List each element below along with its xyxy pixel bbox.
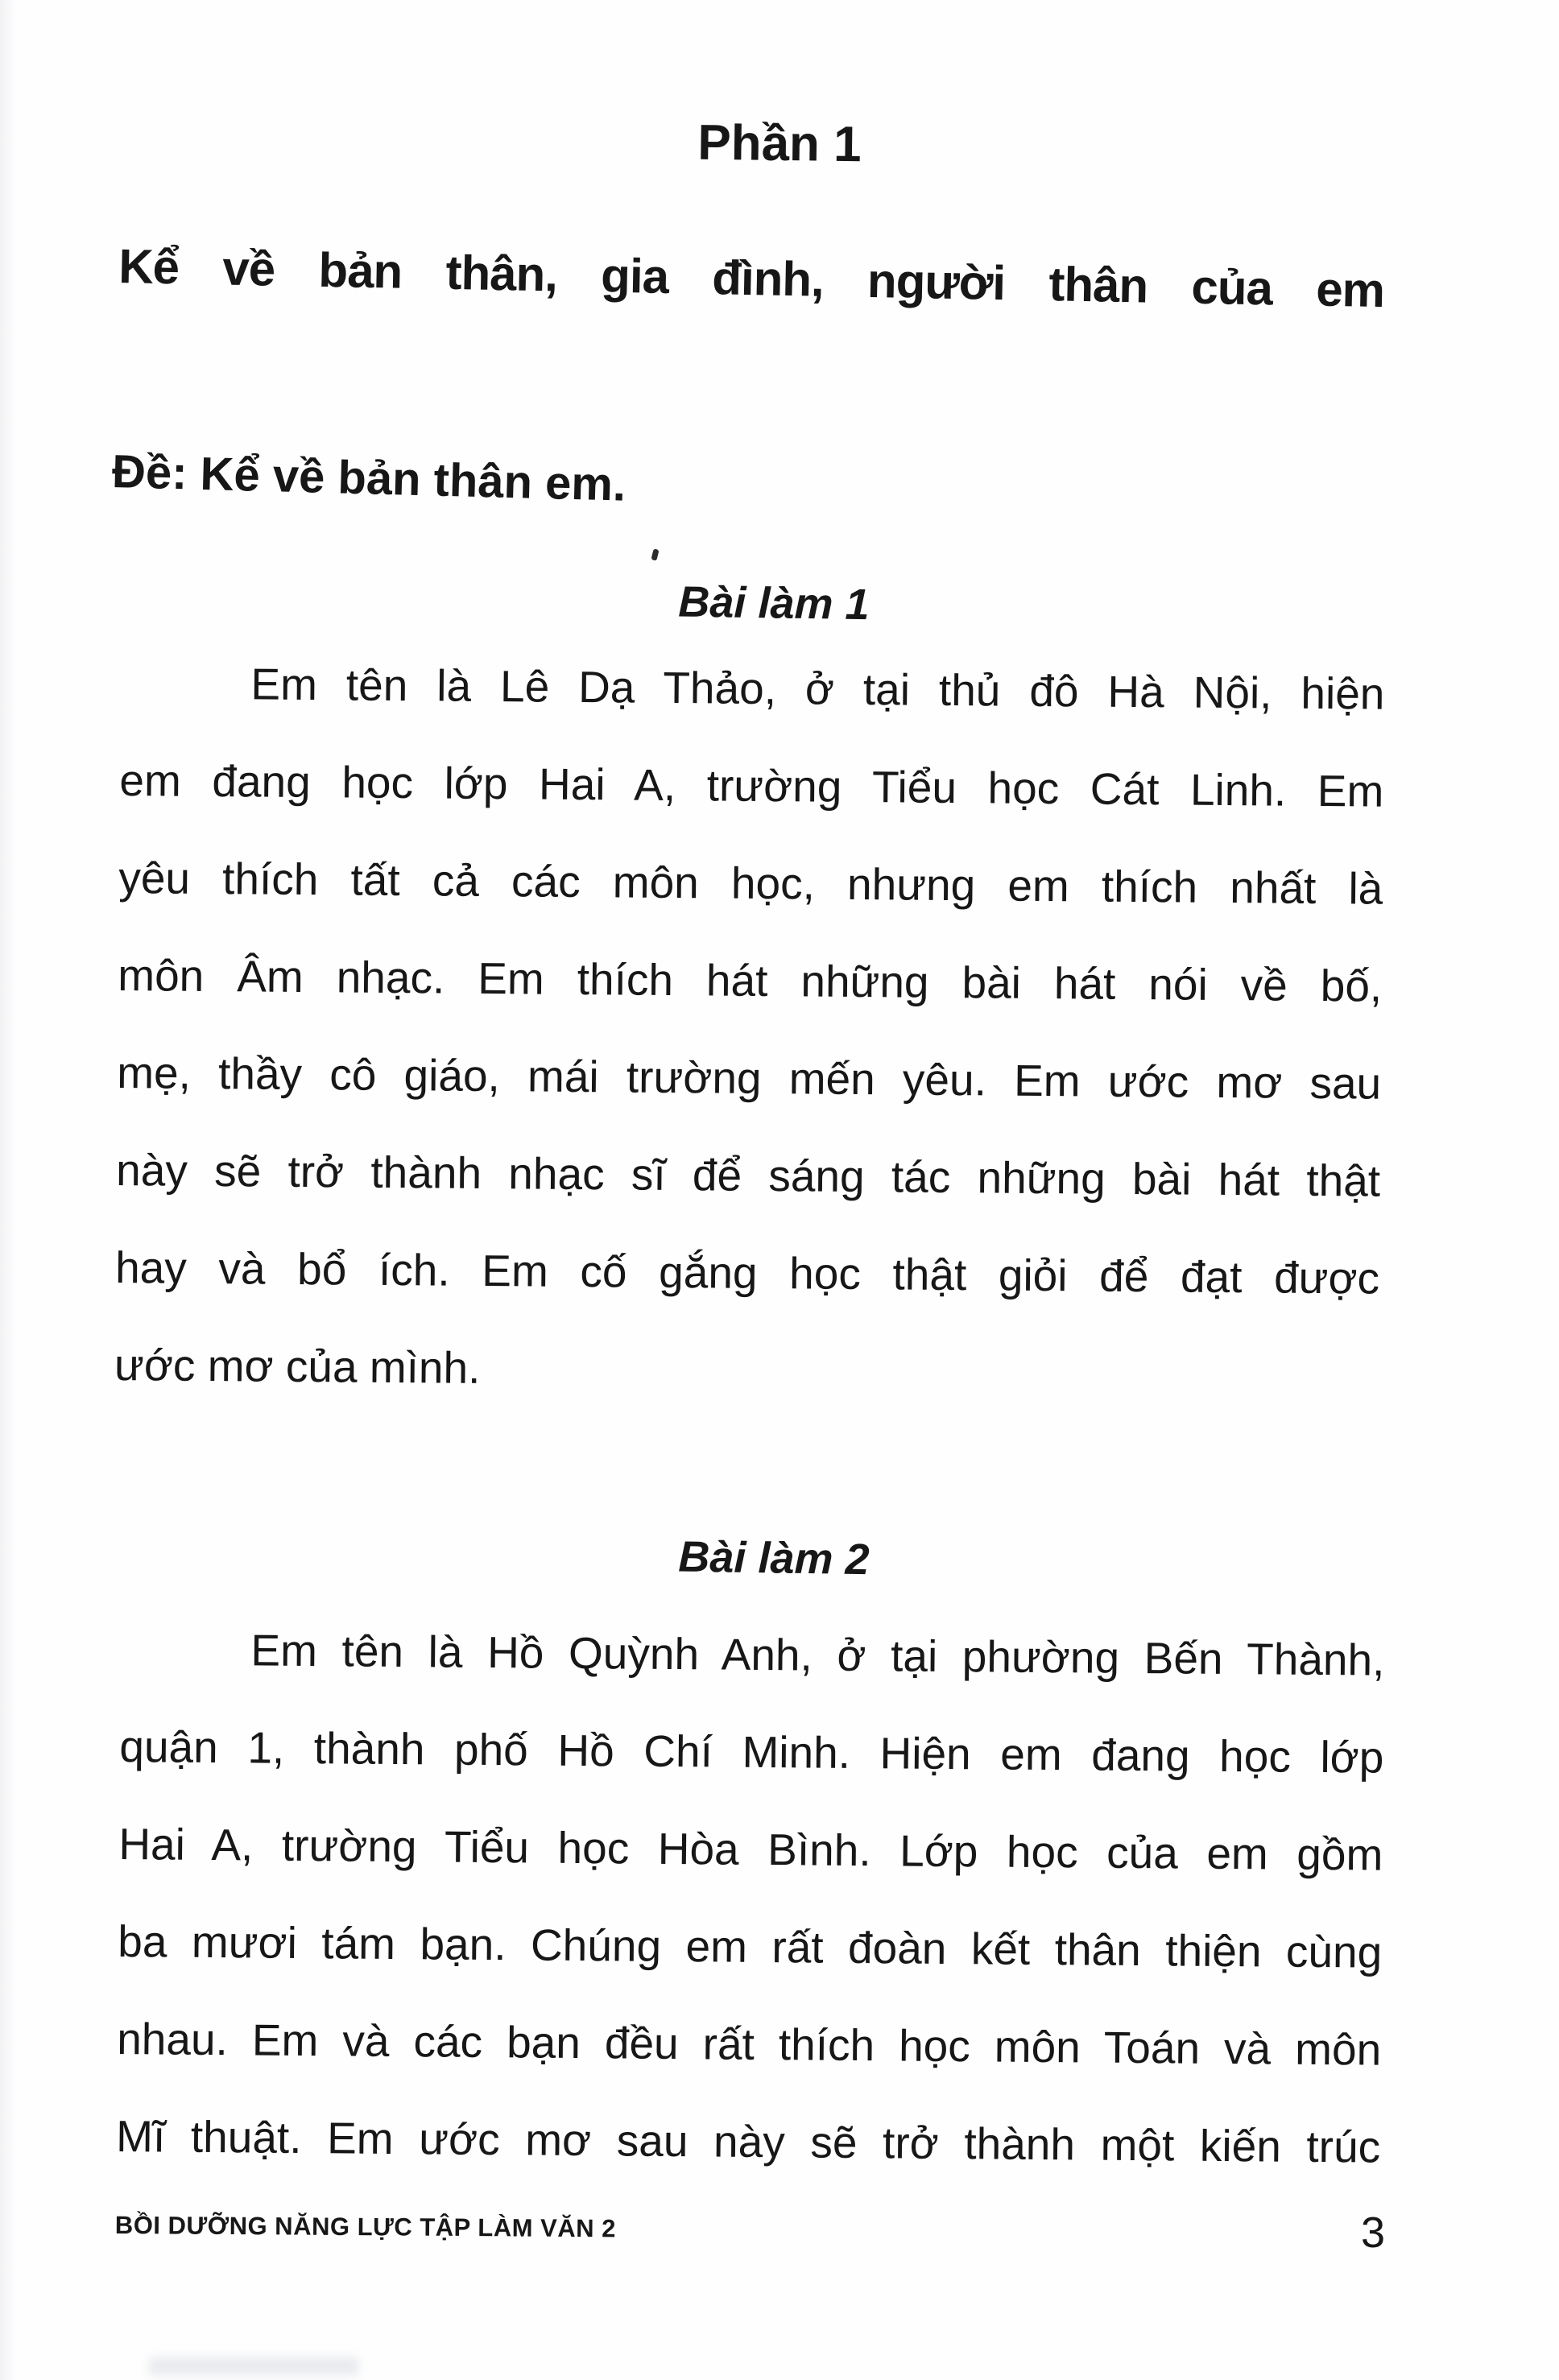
essay1-title: Bài làm 1 [677,577,870,630]
footer-book-title: BỒI DƯỠNG NĂNG LỰC TẬP LÀM VĂN 2 [114,2211,617,2243]
essay-line: Mĩ thuật. Em ước mơ sau này sẽ trở thành một kiến trúc [115,2110,1381,2172]
scan-edge-shadow [0,0,21,2380]
part-title: Phần 1 [697,114,862,173]
essay-line: ước mơ của mình. [114,1339,481,1393]
essay-line: Em tên là Lê Dạ Thảo, ở tại thủ đô Hà Nội, hiện [250,659,1385,719]
essay-line: ba mươi tám bạn. Chúng em rất đoàn kết thân thiện cùng [118,1915,1383,1977]
essay2-paragraph [116,1601,1385,2196]
essay-line: quận 1, thành phố Hồ Chí Minh. Hiện em đang học lớp [119,1721,1384,1783]
essay-line: mẹ, thầy cô giáo, mái trường mến yêu. Em ước mơ sau [116,1047,1382,1109]
essay-line: nhau. Em và các bạn đều rất thích học môn Toán và môn [116,2013,1382,2075]
essay1-paragraph [114,634,1385,1425]
essay-line: em đang học lớp Hai A, trường Tiểu học Cát Linh. Em [119,754,1384,816]
essay-line: Em tên là Hồ Quỳnh Anh, ở tại phường Bến Thành, [250,1625,1385,1685]
essay-line: yêu thích tất cả các môn học, nhưng em thích nhất là [118,852,1383,914]
essay-line: Hai A, trường Tiểu học Hòa Bình. Lớp học của em gồm [118,1818,1383,1880]
essay2-title: Bài làm 2 [677,1532,870,1585]
essay-line: môn Âm nhạc. Em thích hát những bài hát nói về bố, [118,949,1383,1011]
essay-line: này sẽ trở thành nhạc sĩ để sáng tác những bài hát thật [115,1144,1381,1206]
scan-smudge [149,2357,358,2375]
scan-speck [651,548,659,560]
essay-line: hay và bổ ích. Em cố gắng học thật giỏi để đạt được [114,1242,1380,1304]
page-number: 3 [1360,2209,1385,2257]
section-heading: Kể về bản thân, gia đình, người thân của em [118,238,1385,318]
essay-prompt: Đề: Kể về bản thân em. [111,444,626,511]
